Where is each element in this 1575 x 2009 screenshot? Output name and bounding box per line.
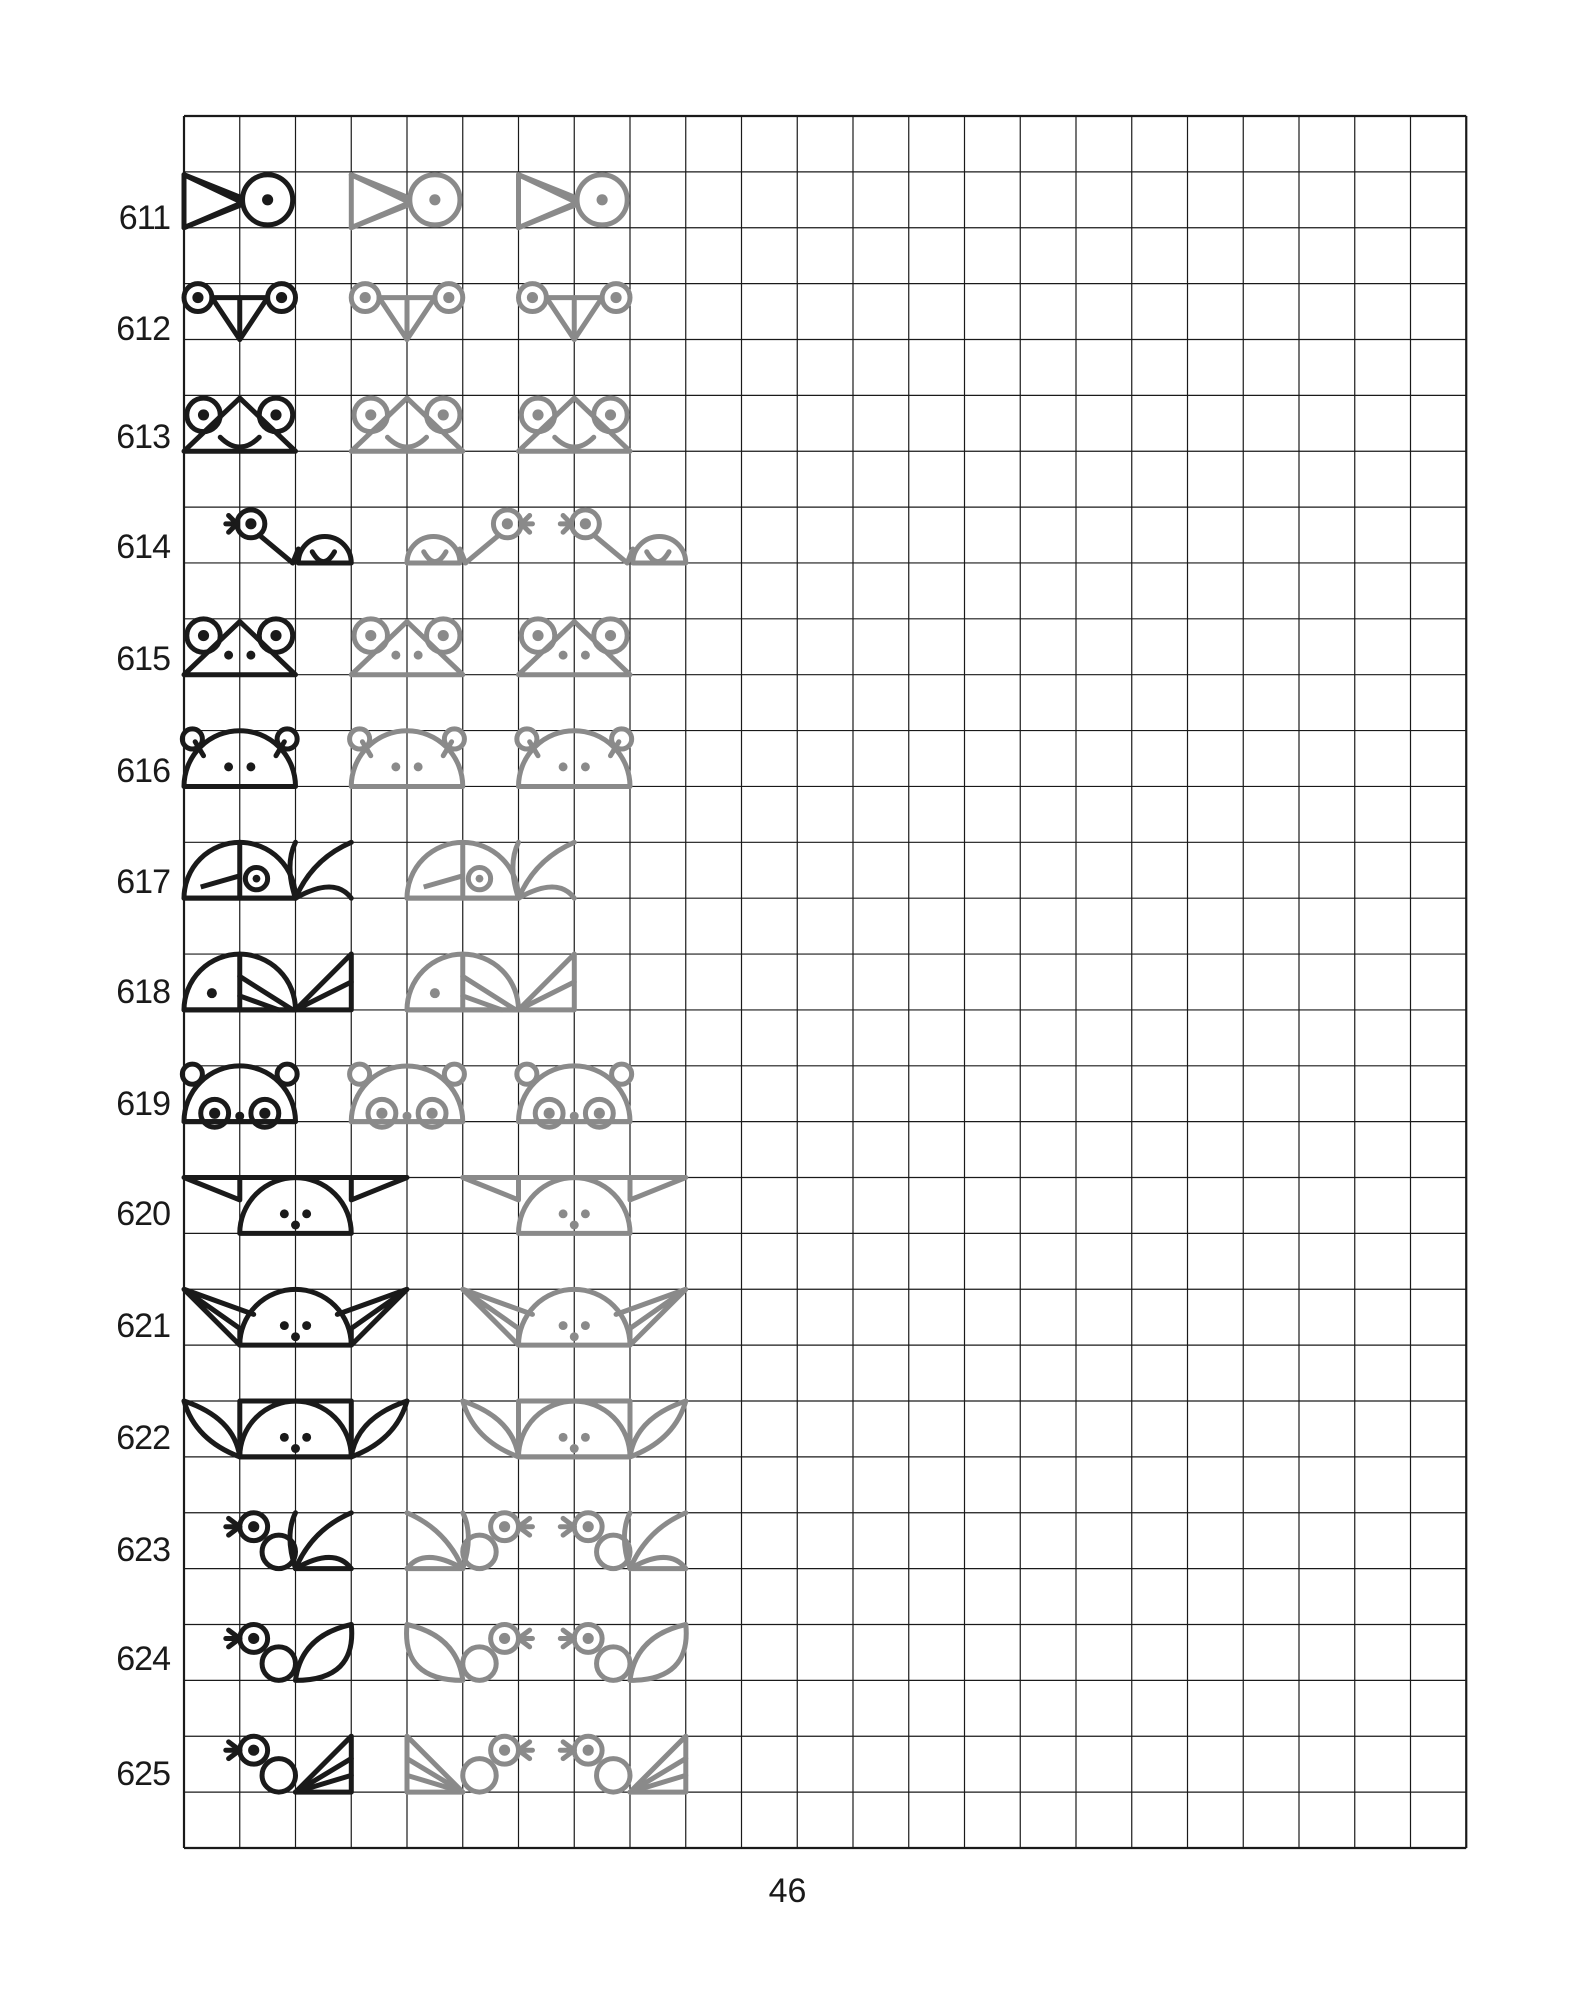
bird-with-sail-example-figure (226, 1736, 351, 1792)
snail-with-grass-trace-figure (407, 842, 574, 898)
row-label: 620 (116, 1195, 170, 1233)
grid-lines (184, 116, 1466, 1848)
row-label: 624 (116, 1640, 170, 1678)
bird-with-sail-trace-figure (560, 1736, 685, 1792)
bird-and-shell-trace-figure (407, 510, 532, 563)
fish-example-figure (184, 175, 293, 228)
snail-with-grass-example-figure (184, 842, 351, 898)
fish-with-flag-trace-figure (407, 954, 574, 1010)
row-label: 618 (116, 973, 170, 1011)
bird-and-shell-trace-figure (560, 510, 685, 563)
bird-with-grass-trace-figure (407, 1513, 532, 1569)
bird-with-leaf-example-figure (226, 1625, 352, 1681)
bird-with-grass-example-figure (226, 1513, 351, 1569)
bird-and-shell-example-figure (226, 510, 351, 563)
row-label: 611 (118, 199, 170, 237)
row-label: 615 (116, 640, 170, 678)
row-label: 616 (116, 752, 170, 790)
row-label: 617 (116, 863, 170, 901)
row-label: 619 (116, 1085, 170, 1123)
bird-with-leaf-trace-figure (560, 1625, 686, 1681)
row-label: 622 (116, 1419, 170, 1457)
bird-with-leaf-trace-figure (407, 1625, 533, 1681)
row-label: 614 (116, 528, 170, 566)
bird-with-grass-trace-figure (560, 1513, 685, 1569)
row-label: 621 (116, 1307, 170, 1345)
row-label: 613 (116, 418, 170, 456)
fish-trace-figure (351, 175, 460, 228)
row-label: 612 (116, 310, 170, 348)
row-label: 625 (116, 1755, 170, 1793)
row-label: 623 (116, 1531, 170, 1569)
fish-trace-figure (519, 175, 628, 228)
page-number: 46 (768, 1872, 807, 1910)
bird-with-sail-trace-figure (407, 1736, 532, 1792)
fish-with-flag-example-figure (184, 954, 351, 1010)
